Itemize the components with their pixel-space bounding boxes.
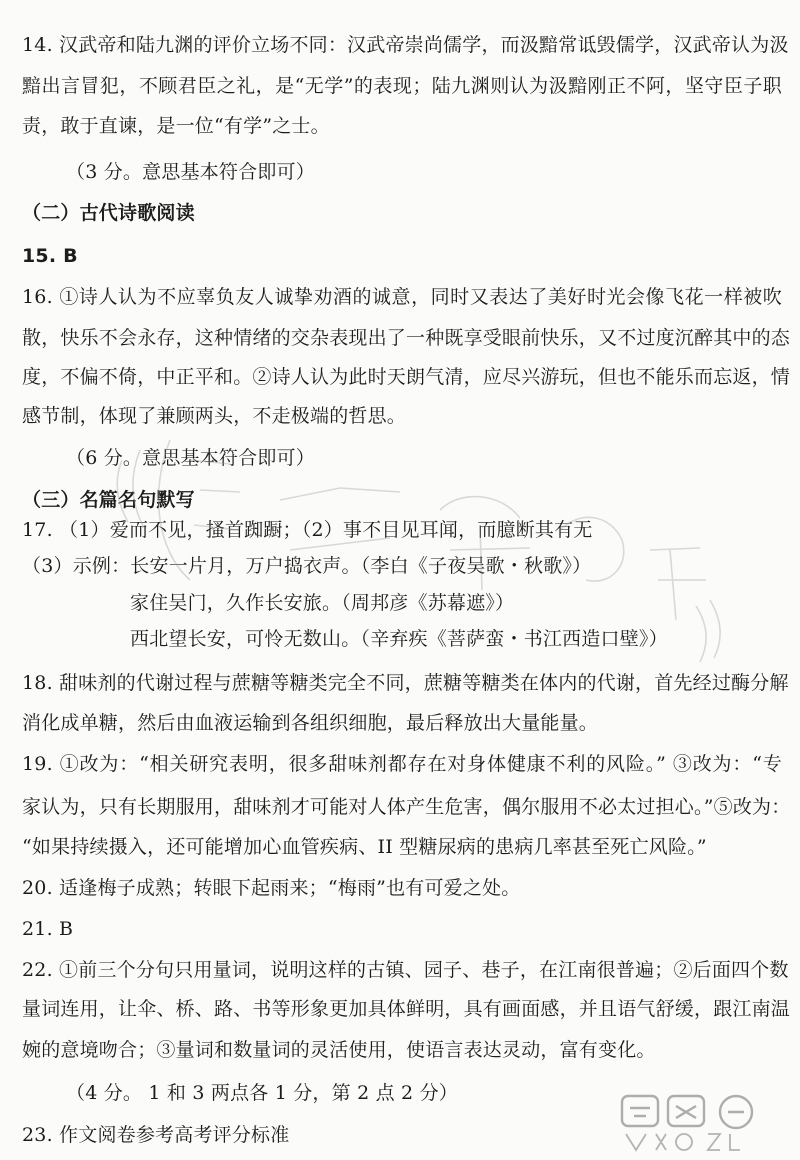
answer-18-line-1: 18. 甜味剂的代谢过程与蔗糖等糖类完全不同，蔗糖等糖类在体内的代谢，首先经过酶分解 [22, 672, 789, 694]
answer-17-line-4: 西北望长安，可怜无数山。（辛弃疾《菩萨蛮・书江西造口壁》） [130, 628, 668, 650]
answer-19-line-2: 家认为，只有长期服用，甜味剂才可能对人体产生危害，偶尔服用不必太过担心。”⑤改为： [22, 796, 791, 818]
answer-site-logo-watermark [612, 1090, 792, 1156]
section-heading-famous-quotes: （三）名篇名句默写 [22, 489, 195, 511]
answer-22-line-1: 22. ①前三个分句只用量词，说明这样的古镇、园子、巷子，在江南很普遍；②后面四个数 [22, 959, 789, 981]
answer-18-line-2: 消化成单糖，然后由血液运输到各组织细胞，最后释放出大量能量。 [22, 712, 599, 734]
answer-22-scoring-note: （4 分。 1 和 3 两点各 1 分，第 2 点 2 分） [66, 1082, 458, 1104]
answer-14-line-3: 责，敢于直谏，是一位“有学”之士。 [22, 115, 330, 137]
answer-20: 20. 适逢梅子成熟；转眼下起雨来；“梅雨”也有可爱之处。 [22, 877, 521, 899]
answer-15: 15. B [22, 245, 78, 267]
answer-16-scoring-note: （6 分。意思基本符合即可） [66, 447, 315, 469]
answer-16-line-1: 16. ①诗人认为不应辜负友人诚挚劝酒的诚意，同时又表达了美好时光会像飞花一样被吹 [22, 286, 782, 308]
answer-14-line-1: 14. 汉武帝和陆九渊的评价立场不同：汉武帝崇尚儒学，而汲黯常诋毁儒学，汉武帝认为汲 [22, 34, 789, 56]
answer-16-line-2: 散，快乐不会永存，这种情绪的交杂表现出了一种既享受眼前快乐，又不过度沉醉其中的态 [22, 327, 791, 349]
answer-14-line-2: 黯出言冒犯，不顾君臣之礼，是“无学”的表现；陆九渊则认为汲黯刚正不阿，坚守臣子职 [22, 75, 782, 97]
answer-21: 21. B [22, 918, 74, 940]
answer-16-line-4: 感节制，体现了兼顾两头，不走极端的哲思。 [22, 405, 407, 427]
answer-19-line-1: 19. ①改为：“相关研究表明，很多甜味剂都存在对身体健康不利的风险。” ③改为：“专 [22, 753, 782, 775]
answer-19-line-3: “如果持续摄入，还可能增加心血管疾病、II 型糖尿病的患病几率甚至死亡风险。” [22, 836, 707, 858]
answer-17-line-1: 17. （1）爱而不见，搔首踟蹰；（2）事不目见耳闻，而臆断其有无 [22, 519, 593, 541]
answer-17-line-2: （3）示例：长安一片月，万户捣衣声。（李白《子夜吴歌・秋歌》） [22, 555, 592, 577]
answer-22-line-2: 量词连用，让伞、桥、路、书等形象更加具体鲜明，具有画面感，并且语气舒缓，跟江南温 [22, 998, 791, 1020]
section-heading-ancient-poetry: （二）古代诗歌阅读 [22, 202, 195, 224]
answer-17-line-3: 家住吴门，久作长安旅。（周邦彦《苏幕遮》） [130, 592, 515, 614]
answer-16-line-3: 度，不偏不倚，中正平和。②诗人认为此时天朗气清，应尽兴游玩，但也不能乐而忘返，情 [22, 366, 791, 388]
answer-23: 23. 作文阅卷参考高考评分标准 [22, 1124, 290, 1146]
answer-14-scoring-note: （3 分。意思基本符合即可） [66, 161, 315, 183]
logo-graphic [612, 1090, 792, 1156]
answer-22-line-3: 婉的意境吻合；③量词和数量词的灵活使用，使语言表达灵动，富有变化。 [22, 1039, 656, 1061]
